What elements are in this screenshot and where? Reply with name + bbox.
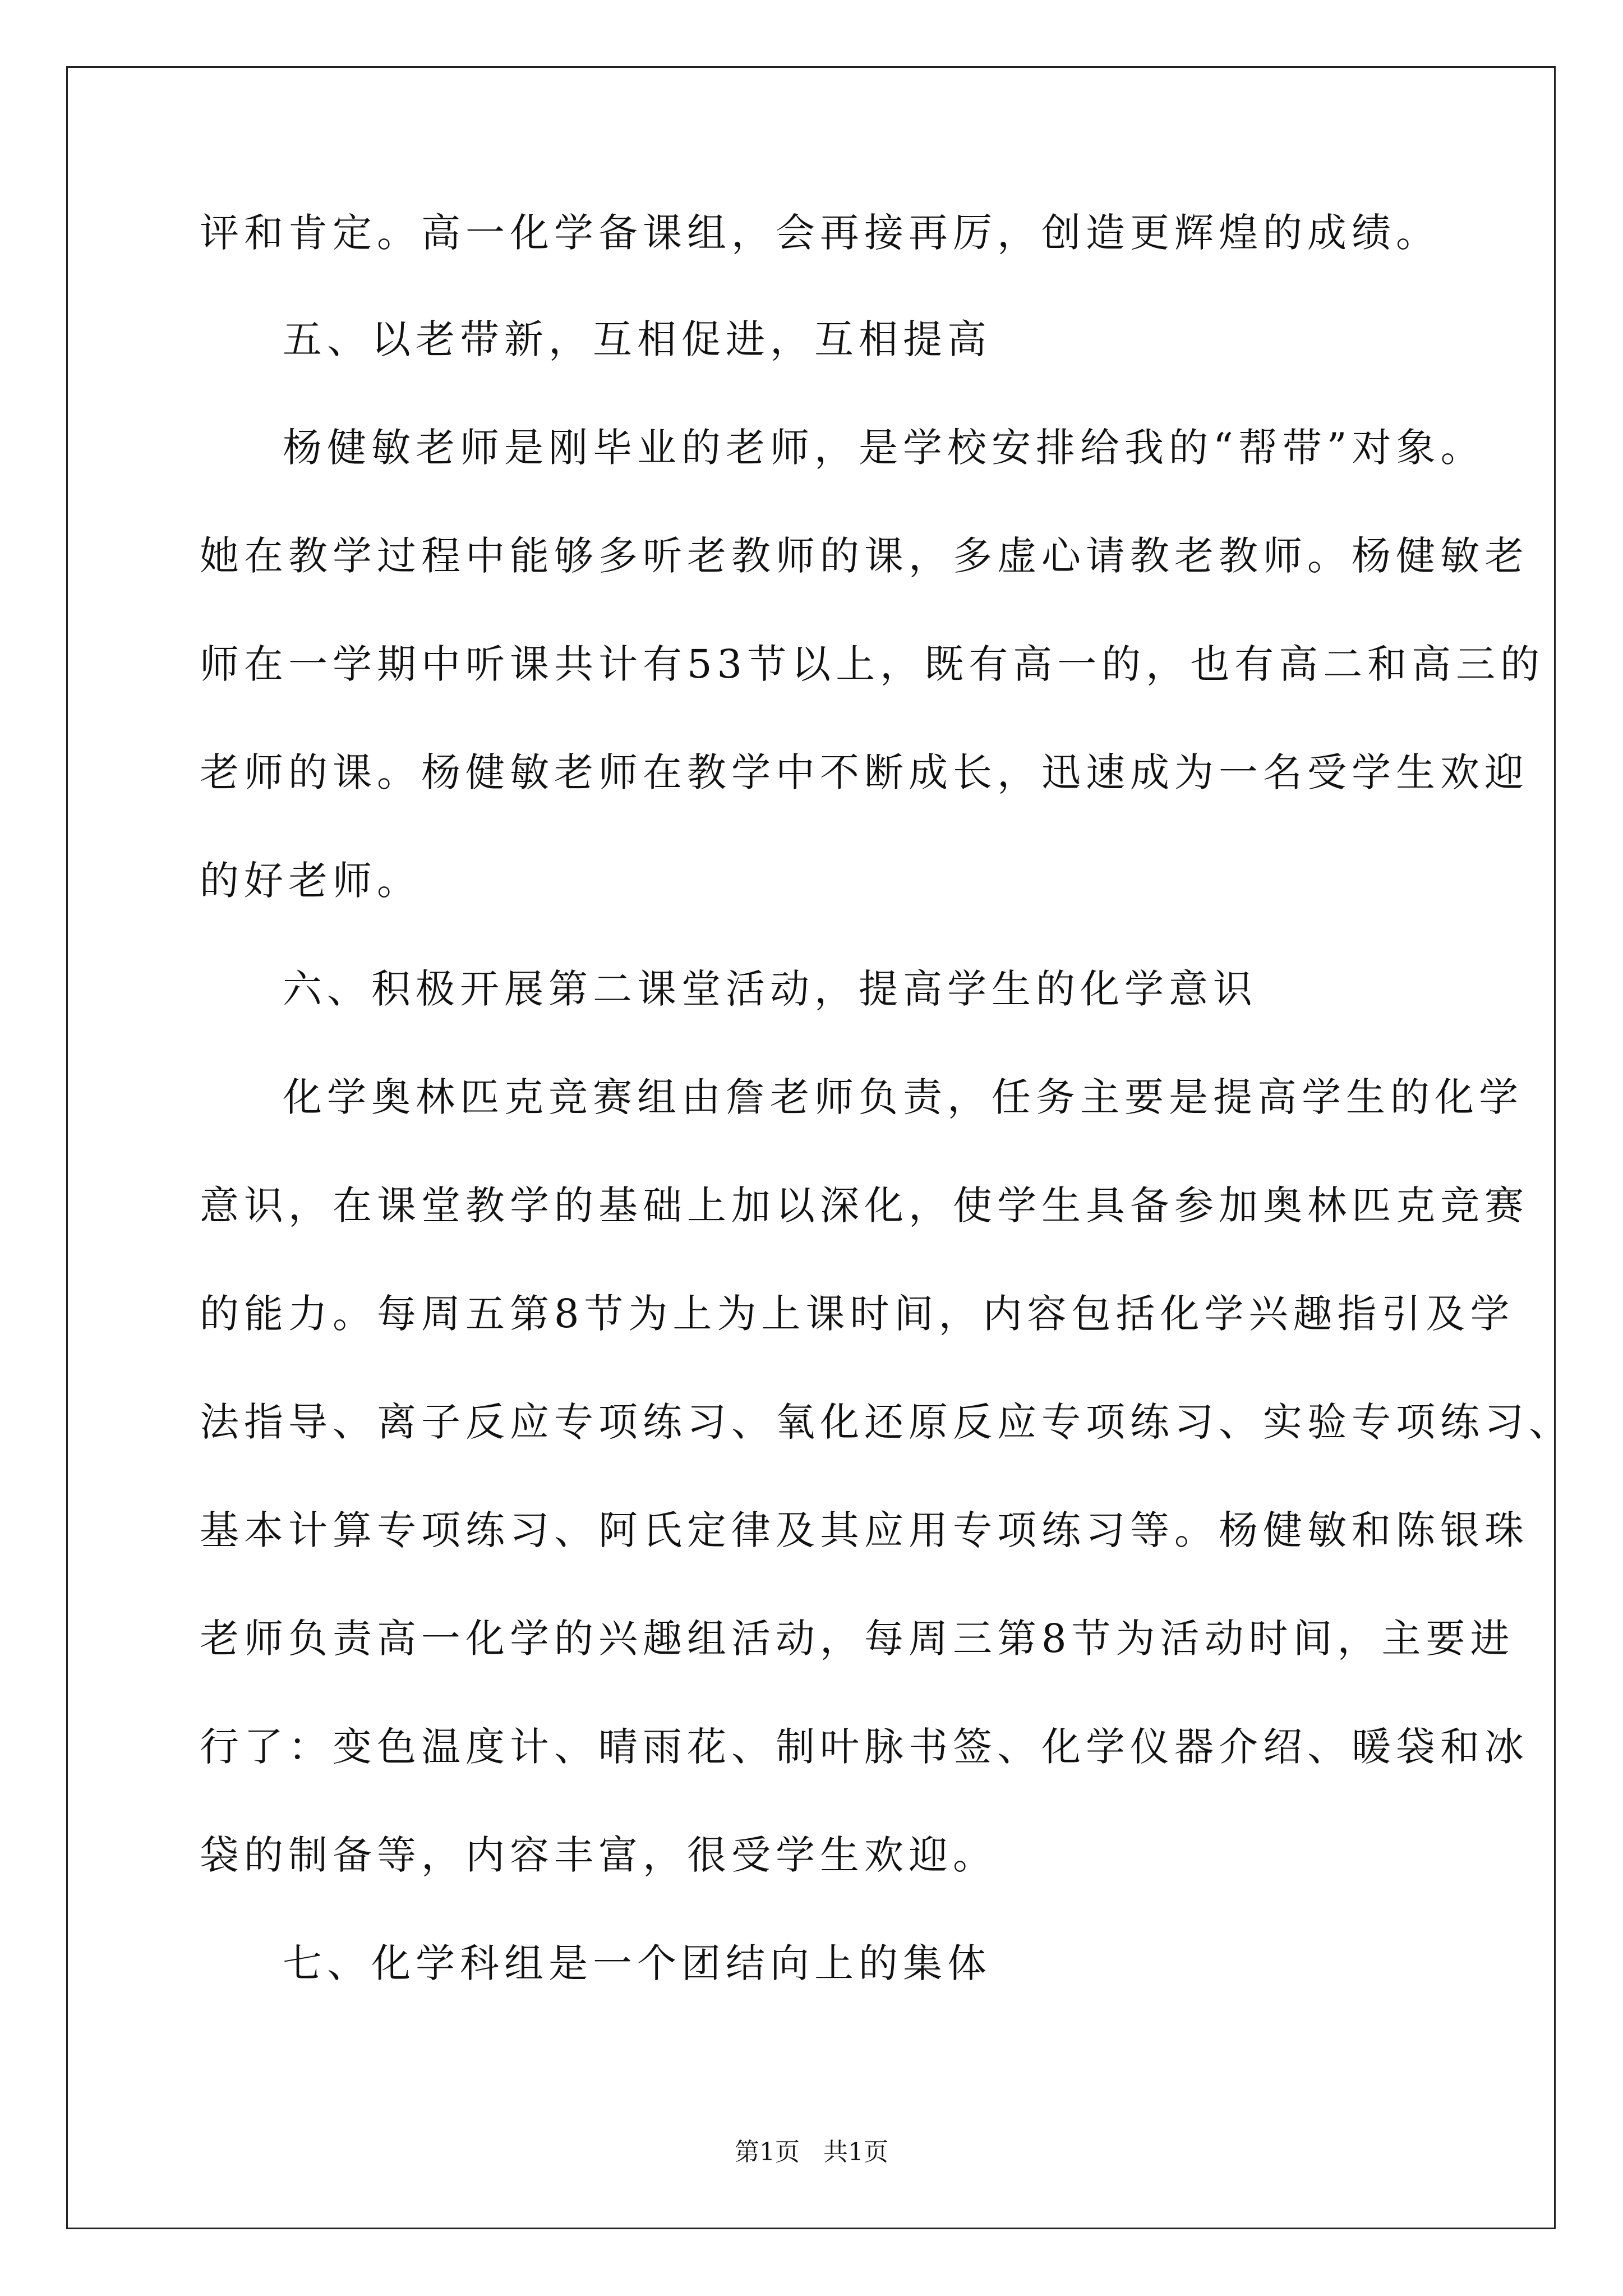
page-total: 共1页 — [823, 2138, 888, 2166]
text-line: 评和肯定。高一化学备课组，会再接再厉，创造更辉煌的成绩。 — [200, 210, 1440, 256]
text-line: 她在教学过程中能够多听老教师的课，多虚心请教老教师。杨健敏老 — [200, 533, 1529, 579]
text-line: 老师的课。杨健敏老师在教学中不断成长，迅速成为一名受学生欢迎 — [200, 749, 1529, 795]
text-line: 袋的制备等，内容丰富，很受学生欢迎。 — [200, 1832, 997, 1878]
text-line: 杨健敏老师是刚毕业的老师，是学校安排给我的“帮带”对象。 — [283, 425, 1485, 471]
section-heading-5: 五、以老带新，互相促进，互相提高 — [283, 316, 992, 362]
text-line: 基本计算专项练习、阿氏定律及其应用专项练习等。杨健敏和陈银珠 — [200, 1507, 1529, 1553]
text-line: 意识，在课堂教学的基础上加以深化，使学生具备参加奥林匹克竞赛 — [200, 1182, 1529, 1228]
text-line: 化学奥林匹克竞赛组由詹老师负责，任务主要是提高学生的化学 — [283, 1074, 1523, 1120]
text-line: 师在一学期中听课共计有53节以上，既有高一的，也有高二和高三的 — [200, 641, 1545, 687]
text-line: 老师负责高一化学的兴趣组活动，每周三第8节为活动时间，主要进 — [200, 1616, 1515, 1662]
text-line: 行了：变色温度计、晴雨花、制叶脉书签、化学仪器介绍、暖袋和冰 — [200, 1724, 1529, 1770]
section-heading-7: 七、化学科组是一个团结向上的集体 — [283, 1940, 992, 1986]
text-line: 的能力。每周五第8节为上为上课时间，内容包括化学兴趣指引及学 — [200, 1291, 1515, 1337]
text-line: 的好老师。 — [200, 858, 421, 904]
page-number: 第1页 — [735, 2138, 800, 2166]
section-heading-6: 六、积极开展第二课堂活动，提高学生的化学意识 — [283, 966, 1257, 1012]
page-border — [66, 66, 1556, 2229]
page-footer — [0, 2140, 1623, 2165]
text-line: 法指导、离子反应专项练习、氧化还原反应专项练习、实验专项练习、 — [200, 1399, 1573, 1445]
